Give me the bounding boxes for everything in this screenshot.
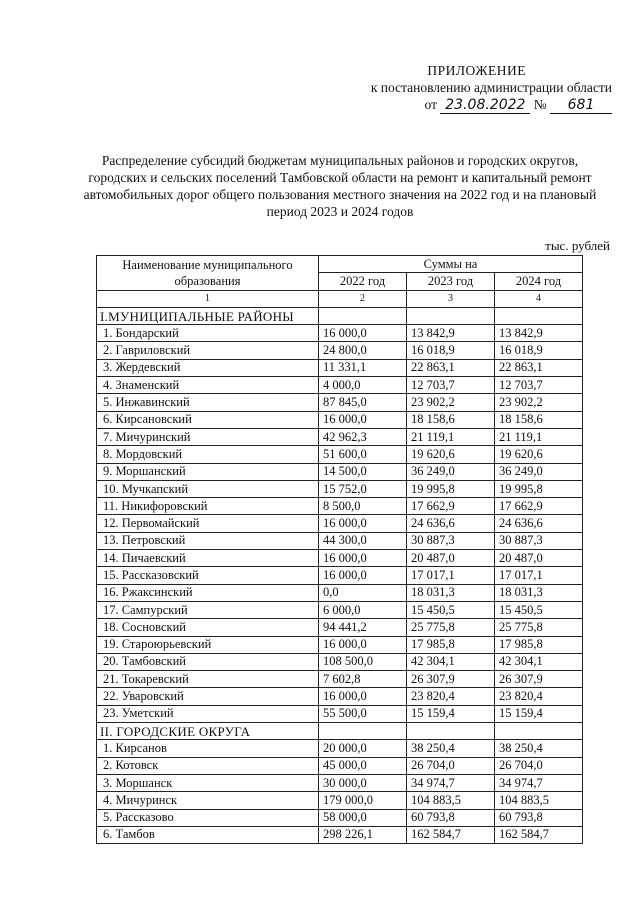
appendix-title: ПРИЛОЖЕНИЕ [427,63,526,78]
value-2024: 23 902,2 [495,394,583,411]
value-2023: 17 985,8 [407,636,495,653]
value-2023: 104 883,5 [407,792,495,809]
value-2022: 94 441,2 [319,619,407,636]
table-row [97,325,583,342]
value-2024: 20 487,0 [495,550,583,567]
value-2023: 25 775,8 [407,619,495,636]
municipality-name: 18. Сосновский [97,619,319,636]
value-2023: 162 584,7 [407,826,495,843]
value-2024: 23 820,4 [495,688,583,705]
value-2024: 15 159,4 [495,705,583,722]
municipality-name: 12. Первомайский [97,515,319,532]
subsidy-table [96,255,583,844]
value-2024: 38 250,4 [495,740,583,757]
value-2023: 42 304,1 [407,653,495,670]
municipality-name: 1. Бондарский [97,325,319,342]
value-2024: 17 662,9 [495,498,583,515]
table-row [97,480,583,497]
value-2023: 16 018,9 [407,342,495,359]
municipality-name: 6. Тамбов [97,826,319,843]
value-2023: 18 031,3 [407,584,495,601]
value-2022: 298 226,1 [319,826,407,843]
value-2024: 19 995,8 [495,480,583,497]
value-2024: 19 620,6 [495,446,583,463]
table-row [97,377,583,394]
appendix-date-line [371,96,612,114]
municipality-name: 19. Староюрьевский [97,636,319,653]
value-2023: 24 636,6 [407,515,495,532]
table-row [97,411,583,428]
value-2023: 17 662,9 [407,498,495,515]
value-2022: 30 000,0 [319,774,407,791]
appendix-block [371,62,612,114]
value-2024: 26 704,0 [495,757,583,774]
value-2022: 45 000,0 [319,757,407,774]
table-row [97,550,583,567]
value-2022: 44 300,0 [319,532,407,549]
col-index-2: 2 [319,290,407,307]
section-row [97,723,583,740]
municipality-name: 22. Уваровский [97,688,319,705]
table-body [97,307,583,843]
value-2023: 23 902,2 [407,394,495,411]
section-title: I.МУНИЦИПАЛЬНЫЕ РАЙОНЫ [97,307,319,324]
date-prefix: от [424,97,437,112]
municipality-name: 23. Уметский [97,705,319,722]
units-label: тыс. рублей [545,238,610,253]
value-2023: 60 793,8 [407,809,495,826]
value-2022: 16 000,0 [319,411,407,428]
header-name: Наименование муниципального образования [97,256,319,291]
value-2022: 42 962,3 [319,428,407,445]
section-empty-cell [319,723,407,740]
value-2024: 21 119,1 [495,428,583,445]
value-2024: 17 985,8 [495,636,583,653]
value-2022: 6 000,0 [319,601,407,618]
value-2022: 20 000,0 [319,740,407,757]
value-2023: 21 119,1 [407,428,495,445]
handwritten-number: 681 [550,98,612,114]
municipality-name: 5. Инжавинский [97,394,319,411]
value-2023: 15 450,5 [407,601,495,618]
municipality-name: 4. Знаменский [97,377,319,394]
table-row [97,463,583,480]
table-row [97,826,583,843]
municipality-name: 3. Жердевский [97,359,319,376]
table-row [97,792,583,809]
value-2024: 16 018,9 [495,342,583,359]
table-row [97,532,583,549]
value-2022: 16 000,0 [319,567,407,584]
value-2024: 60 793,8 [495,809,583,826]
value-2023: 17 017,1 [407,567,495,584]
value-2023: 22 863,1 [407,359,495,376]
municipality-name: 3. Моршанск [97,774,319,791]
header-year-2024: 2024 год [495,273,583,290]
header-sums: Суммы на [319,256,583,273]
section-row [97,307,583,324]
table-row [97,515,583,532]
table-row [97,653,583,670]
section-empty-cell [319,307,407,324]
value-2022: 51 600,0 [319,446,407,463]
value-2022: 179 000,0 [319,792,407,809]
section-empty-cell [495,307,583,324]
number-prefix: № [533,97,547,112]
value-2024: 17 017,1 [495,567,583,584]
value-2023: 19 620,6 [407,446,495,463]
value-2024: 13 842,9 [495,325,583,342]
handwritten-date: 23.08.2022 [440,98,530,114]
value-2023: 20 487,0 [407,550,495,567]
table-row [97,601,583,618]
header-year-2022: 2022 год [319,273,407,290]
value-2022: 16 000,0 [319,688,407,705]
value-2024: 22 863,1 [495,359,583,376]
section-empty-cell [407,723,495,740]
value-2022: 108 500,0 [319,653,407,670]
municipality-name: 17. Сампурский [97,601,319,618]
value-2023: 38 250,4 [407,740,495,757]
municipality-name: 21. Токаревский [97,671,319,688]
value-2024: 18 031,3 [495,584,583,601]
value-2024: 104 883,5 [495,792,583,809]
municipality-name: 11. Никифоровский [97,498,319,515]
value-2022: 16 000,0 [319,325,407,342]
municipality-name: 2. Гавриловский [97,342,319,359]
value-2023: 23 820,4 [407,688,495,705]
table-row [97,428,583,445]
municipality-name: 10. Мучкапский [97,480,319,497]
value-2023: 34 974,7 [407,774,495,791]
value-2022: 87 845,0 [319,394,407,411]
value-2022: 24 800,0 [319,342,407,359]
municipality-name: 4. Мичуринск [97,792,319,809]
value-2022: 16 000,0 [319,550,407,567]
header-year-2023: 2023 год [407,273,495,290]
section-empty-cell [407,307,495,324]
municipality-name: 7. Мичуринский [97,428,319,445]
table-row [97,809,583,826]
col-index-1: 1 [97,290,319,307]
value-2024: 26 307,9 [495,671,583,688]
value-2022: 14 500,0 [319,463,407,480]
table-row [97,359,583,376]
value-2024: 24 636,6 [495,515,583,532]
value-2024: 42 304,1 [495,653,583,670]
municipality-name: 9. Моршанский [97,463,319,480]
municipality-name: 16. Ржаксинский [97,584,319,601]
section-title: II. ГОРОДСКИЕ ОКРУГА [97,723,319,740]
value-2023: 26 307,9 [407,671,495,688]
value-2024: 18 158,6 [495,411,583,428]
table-row [97,671,583,688]
table-row [97,774,583,791]
table-row [97,567,583,584]
value-2022: 58 000,0 [319,809,407,826]
value-2023: 18 158,6 [407,411,495,428]
value-2024: 34 974,7 [495,774,583,791]
value-2022: 15 752,0 [319,480,407,497]
table-row [97,757,583,774]
table-row [97,619,583,636]
municipality-name: 13. Петровский [97,532,319,549]
value-2022: 7 602,8 [319,671,407,688]
table-row [97,740,583,757]
municipality-name: 1. Кирсанов [97,740,319,757]
value-2024: 12 703,7 [495,377,583,394]
value-2023: 26 704,0 [407,757,495,774]
value-2023: 36 249,0 [407,463,495,480]
value-2022: 55 500,0 [319,705,407,722]
table-row [97,705,583,722]
value-2022: 4 000,0 [319,377,407,394]
table-row [97,394,583,411]
value-2022: 16 000,0 [319,515,407,532]
table-row [97,688,583,705]
document-title: Распределение субсидий бюджетам муниципальных районов и городских округов, городских и сельских поселений Тамбовской области на ремонт и капитальный ремонт автомобильных дорог общего пользования местного значения на 2022 год и на плановый период 2023 и 2024 годов [83,153,597,219]
table-row [97,498,583,515]
col-index-3: 3 [407,290,495,307]
value-2022: 11 331,1 [319,359,407,376]
value-2023: 15 159,4 [407,705,495,722]
municipality-name: 2. Котовск [97,757,319,774]
municipality-name: 8. Мордовский [97,446,319,463]
value-2024: 162 584,7 [495,826,583,843]
municipality-name: 6. Кирсановский [97,411,319,428]
col-index-4: 4 [495,290,583,307]
value-2024: 25 775,8 [495,619,583,636]
value-2024: 15 450,5 [495,601,583,618]
value-2023: 13 842,9 [407,325,495,342]
value-2023: 12 703,7 [407,377,495,394]
value-2022: 0,0 [319,584,407,601]
table-row [97,342,583,359]
appendix-subtitle: к постановлению администрации области [370,80,612,95]
municipality-name: 14. Пичаевский [97,550,319,567]
value-2023: 30 887,3 [407,532,495,549]
table-row [97,584,583,601]
municipality-name: 5. Рассказово [97,809,319,826]
value-2024: 36 249,0 [495,463,583,480]
value-2023: 19 995,8 [407,480,495,497]
section-empty-cell [495,723,583,740]
municipality-name: 20. Тамбовский [97,653,319,670]
table-row [97,636,583,653]
value-2022: 16 000,0 [319,636,407,653]
table-row [97,446,583,463]
municipality-name: 15. Рассказовский [97,567,319,584]
value-2022: 8 500,0 [319,498,407,515]
value-2024: 30 887,3 [495,532,583,549]
